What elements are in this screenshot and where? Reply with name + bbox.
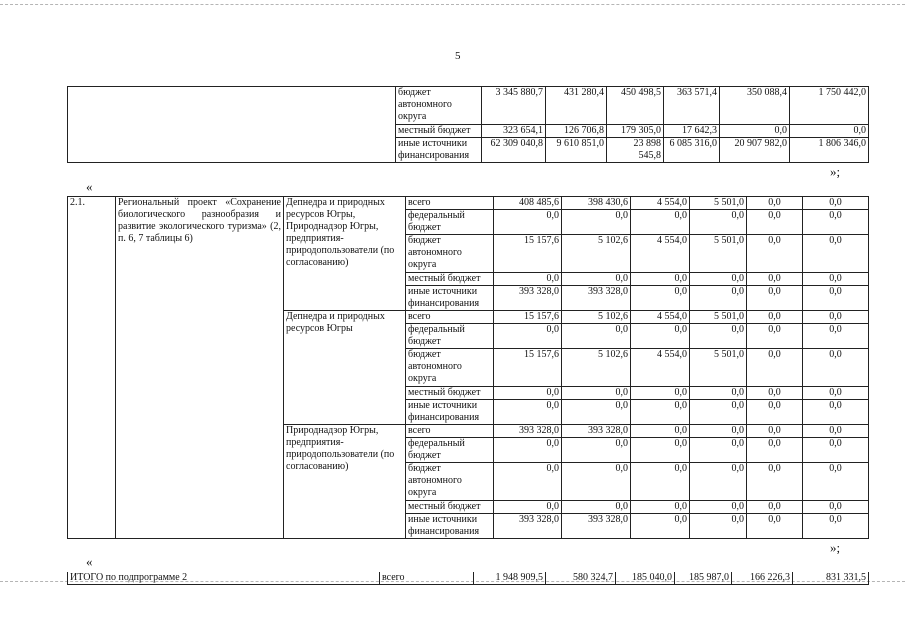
value-cell: 5 102,6 (562, 311, 631, 324)
executor-name: Депнедра и природных ресурсов Югры, Природнадзор Югры, предприятия-природопользователи (по согласованию) (284, 197, 406, 311)
value-cell: 363 571,4 (664, 87, 720, 125)
value-cell: 15 157,6 (494, 311, 562, 324)
value-cell: 17 642,3 (664, 125, 720, 138)
value-cell: 393 328,0 (494, 514, 562, 539)
table-row (68, 197, 869, 210)
value-cell: 0,0 (747, 210, 803, 235)
value-cell: 0,0 (494, 400, 562, 425)
value-cell: 9 610 851,0 (546, 138, 607, 163)
value-cell: 0,0 (562, 438, 631, 463)
value-cell: 179 305,0 (607, 125, 664, 138)
value-cell: 0,0 (690, 210, 747, 235)
value-cell: 0,0 (494, 438, 562, 463)
value-cell: 0,0 (631, 387, 690, 400)
value-cell: 0,0 (562, 501, 631, 514)
total-value: 831 331,5 (793, 572, 869, 585)
value-cell: 3 345 880,7 (482, 87, 546, 125)
value-cell: 0,0 (747, 311, 803, 324)
value-cell: 0,0 (631, 501, 690, 514)
table-funding-continued (67, 86, 869, 163)
value-cell: 0,0 (747, 286, 803, 311)
value-cell: 20 907 982,0 (720, 138, 790, 163)
table-regional-project (67, 196, 869, 539)
value-cell: 0,0 (747, 387, 803, 400)
value-cell: 0,0 (803, 197, 869, 210)
value-cell: 393 328,0 (494, 286, 562, 311)
value-cell: 0,0 (747, 514, 803, 539)
value-cell: 0,0 (562, 387, 631, 400)
source-label: местный бюджет (406, 273, 494, 286)
value-cell: 0,0 (494, 324, 562, 349)
value-cell: 0,0 (631, 286, 690, 311)
total-value: 166 226,3 (732, 572, 793, 585)
value-cell: 0,0 (803, 235, 869, 273)
value-cell: 408 485,6 (494, 197, 562, 210)
value-cell: 0,0 (747, 324, 803, 349)
value-cell: 431 280,4 (546, 87, 607, 125)
value-cell: 0,0 (562, 324, 631, 349)
total-value: 185 987,0 (675, 572, 732, 585)
value-cell: 6 085 316,0 (664, 138, 720, 163)
value-cell: 0,0 (562, 210, 631, 235)
value-cell: 0,0 (720, 125, 790, 138)
quote-close-2: »; (830, 540, 841, 555)
value-cell: 0,0 (803, 311, 869, 324)
quote-open: « (86, 179, 93, 194)
value-cell: 4 554,0 (631, 311, 690, 324)
value-cell: 0,0 (690, 514, 747, 539)
total-kind: всего (380, 572, 474, 585)
total-value: 580 324,7 (546, 572, 616, 585)
value-cell: 0,0 (690, 463, 747, 501)
executor-name: Природнадзор Югры, предприятия-природопользователи (по согласованию) (284, 425, 406, 539)
table-row (68, 87, 869, 125)
value-cell: 0,0 (494, 387, 562, 400)
value-cell: 0,0 (631, 324, 690, 349)
source-label: иные источники финансирования (396, 138, 482, 163)
quote-close: »; (830, 164, 841, 179)
source-label: бюджет автономного округа (406, 349, 494, 387)
value-cell: 0,0 (747, 197, 803, 210)
source-label: федеральный бюджет (406, 324, 494, 349)
value-cell: 4 554,0 (631, 235, 690, 273)
source-label: бюджет автономного округа (396, 87, 482, 125)
source-label: иные источники финансирования (406, 400, 494, 425)
value-cell: 0,0 (803, 438, 869, 463)
top-scan-line (0, 4, 905, 5)
value-cell: 0,0 (690, 387, 747, 400)
quote-open-2: « (86, 554, 93, 569)
value-cell: 15 157,6 (494, 235, 562, 273)
value-cell: 0,0 (690, 286, 747, 311)
value-cell: 0,0 (803, 425, 869, 438)
value-cell: 323 654,1 (482, 125, 546, 138)
value-cell: 0,0 (747, 463, 803, 501)
source-label: федеральный бюджет (406, 438, 494, 463)
value-cell: 4 554,0 (631, 197, 690, 210)
executor-name: Депнедра и природных ресурсов Югры (284, 311, 406, 425)
source-label: местный бюджет (396, 125, 482, 138)
value-cell: 0,0 (747, 425, 803, 438)
value-cell: 5 501,0 (690, 197, 747, 210)
source-label: местный бюджет (406, 501, 494, 514)
blank-cell (68, 87, 396, 163)
value-cell: 393 328,0 (562, 514, 631, 539)
value-cell: 0,0 (803, 400, 869, 425)
value-cell: 126 706,8 (546, 125, 607, 138)
value-cell: 23 898 545,8 (607, 138, 664, 163)
value-cell: 0,0 (803, 501, 869, 514)
page-number: 5 (455, 50, 461, 62)
value-cell: 0,0 (803, 286, 869, 311)
value-cell: 0,0 (690, 438, 747, 463)
value-cell: 0,0 (803, 273, 869, 286)
total-label: ИТОГО по подпрограмме 2 (68, 572, 380, 585)
source-label: местный бюджет (406, 387, 494, 400)
value-cell: 5 501,0 (690, 235, 747, 273)
source-label: иные источники финансирования (406, 514, 494, 539)
value-cell: 0,0 (690, 400, 747, 425)
value-cell: 5 501,0 (690, 311, 747, 324)
value-cell: 0,0 (631, 514, 690, 539)
source-label: всего (406, 197, 494, 210)
value-cell: 0,0 (562, 463, 631, 501)
value-cell: 1 806 346,0 (790, 138, 869, 163)
value-cell: 0,0 (631, 210, 690, 235)
value-cell: 398 430,6 (562, 197, 631, 210)
source-label: всего (406, 311, 494, 324)
source-label: иные источники финансирования (406, 286, 494, 311)
value-cell: 5 102,6 (562, 349, 631, 387)
value-cell: 0,0 (631, 438, 690, 463)
value-cell: 0,0 (803, 463, 869, 501)
value-cell: 393 328,0 (562, 425, 631, 438)
total-value: 185 040,0 (616, 572, 675, 585)
value-cell: 0,0 (690, 425, 747, 438)
value-cell: 350 088,4 (720, 87, 790, 125)
value-cell: 0,0 (747, 438, 803, 463)
value-cell: 0,0 (747, 400, 803, 425)
value-cell: 0,0 (631, 273, 690, 286)
value-cell: 0,0 (803, 324, 869, 349)
value-cell: 450 498,5 (607, 87, 664, 125)
value-cell: 0,0 (790, 125, 869, 138)
value-cell: 0,0 (747, 349, 803, 387)
row-number: 2.1. (68, 197, 116, 539)
value-cell: 393 328,0 (494, 425, 562, 438)
value-cell: 0,0 (747, 273, 803, 286)
value-cell: 0,0 (562, 273, 631, 286)
value-cell: 0,0 (690, 273, 747, 286)
value-cell: 0,0 (747, 501, 803, 514)
value-cell: 0,0 (803, 349, 869, 387)
source-label: всего (406, 425, 494, 438)
value-cell: 0,0 (631, 425, 690, 438)
source-label: федеральный бюджет (406, 210, 494, 235)
source-label: бюджет автономного округа (406, 463, 494, 501)
table-row (68, 572, 869, 585)
value-cell: 1 750 442,0 (790, 87, 869, 125)
value-cell: 62 309 040,8 (482, 138, 546, 163)
value-cell: 0,0 (562, 400, 631, 425)
table-total (67, 572, 869, 585)
value-cell: 0,0 (690, 324, 747, 349)
value-cell: 0,0 (494, 273, 562, 286)
total-value: 1 948 909,5 (474, 572, 546, 585)
value-cell: 0,0 (747, 235, 803, 273)
value-cell: 0,0 (631, 463, 690, 501)
value-cell: 0,0 (494, 463, 562, 501)
source-label: бюджет автономного округа (406, 235, 494, 273)
value-cell: 5 102,6 (562, 235, 631, 273)
value-cell: 0,0 (803, 387, 869, 400)
value-cell: 0,0 (494, 210, 562, 235)
value-cell: 0,0 (690, 501, 747, 514)
value-cell: 15 157,6 (494, 349, 562, 387)
value-cell: 0,0 (803, 514, 869, 539)
value-cell: 0,0 (631, 400, 690, 425)
value-cell: 393 328,0 (562, 286, 631, 311)
value-cell: 0,0 (494, 501, 562, 514)
project-name: Региональный проект «Сохранение биологического разнообразия и развитие экологического туризма» (2, п. 6, 7 таблицы 6) (116, 197, 284, 539)
value-cell: 0,0 (803, 210, 869, 235)
value-cell: 5 501,0 (690, 349, 747, 387)
value-cell: 4 554,0 (631, 349, 690, 387)
